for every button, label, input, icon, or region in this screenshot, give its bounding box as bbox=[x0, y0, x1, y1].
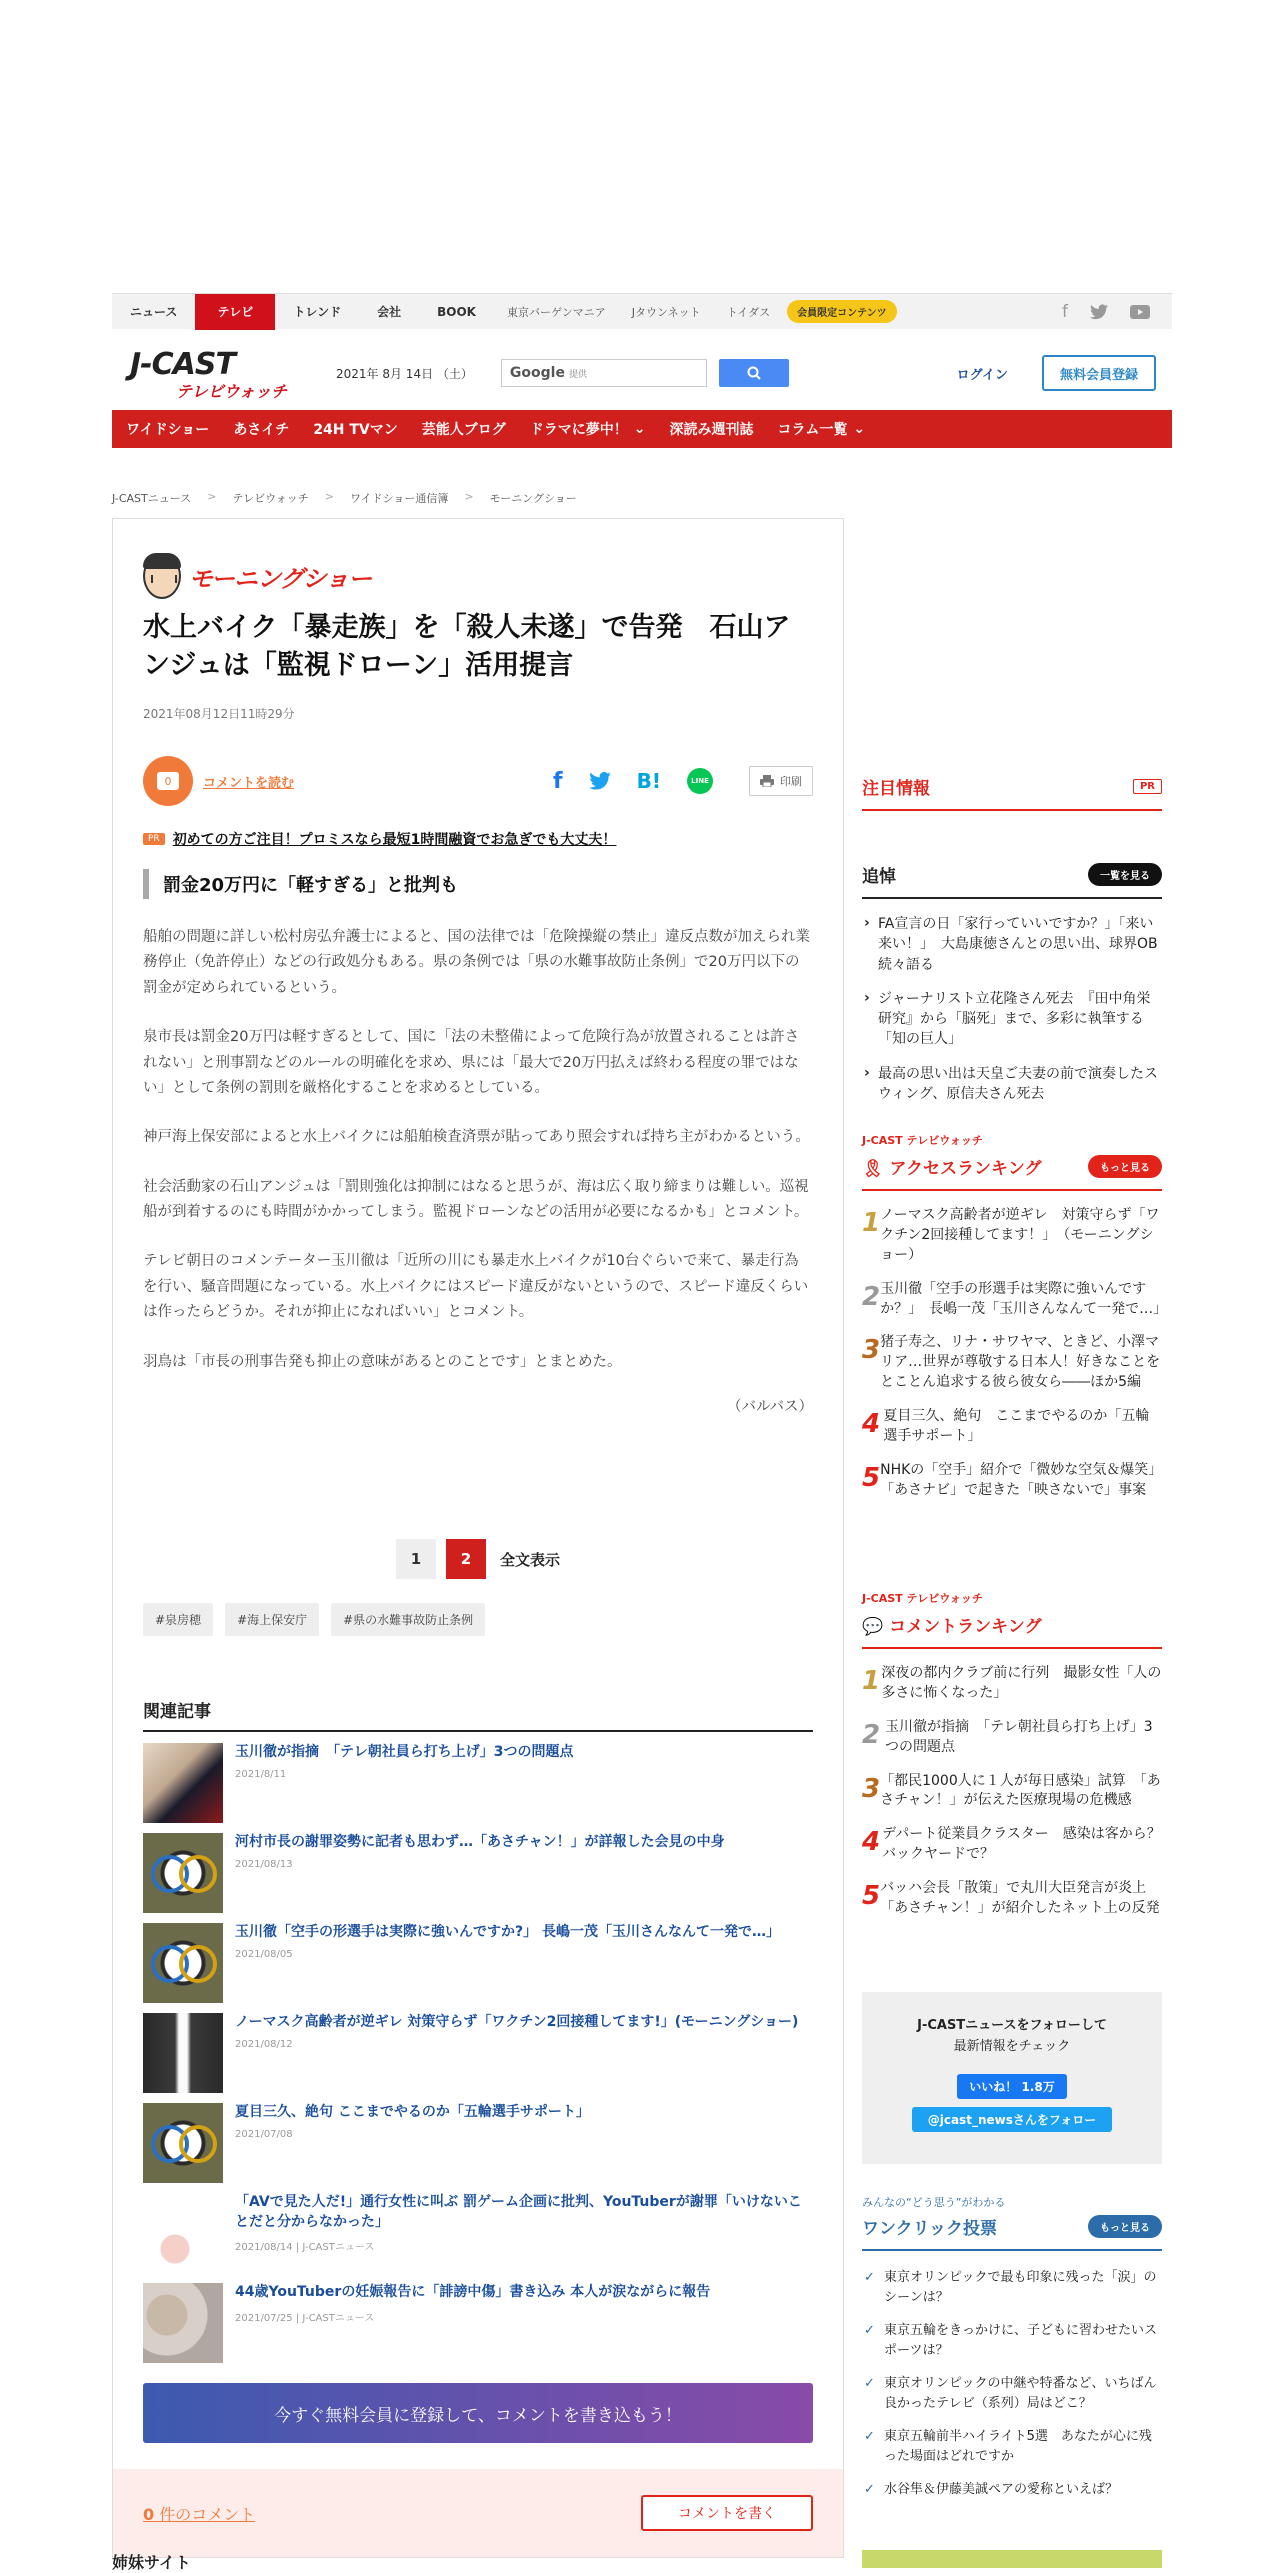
ranking-item[interactable]: 5 NHKの「空手」紹介で「微妙な空気＆爆笑」「あさナビ」で起きた「映さないで」事案 bbox=[862, 1461, 1162, 1501]
vote-heading: ワンクリック投票 bbox=[862, 2219, 997, 2239]
login-link[interactable]: ログイン bbox=[956, 367, 1008, 383]
hatena-bookmark-icon[interactable]: B! bbox=[636, 769, 661, 793]
related-date: 2021/08/12 bbox=[235, 2038, 293, 2050]
follow-line-2: 最新情報をチェック bbox=[953, 2038, 1071, 2054]
related-thumbnail bbox=[143, 1833, 223, 1913]
related-date: 2021/07/25 | J-CASTニュース bbox=[235, 2312, 375, 2324]
nav-book[interactable]: BOOK bbox=[437, 304, 476, 319]
comment-ranking-list bbox=[862, 1664, 1162, 1919]
line-share-icon[interactable]: LINE bbox=[687, 768, 713, 794]
article-date: 2021年08月12日11時29分 bbox=[143, 707, 295, 721]
program-logo[interactable] bbox=[143, 553, 371, 599]
comment-ranking-header bbox=[862, 1612, 1162, 1649]
comment-count: 0 bbox=[157, 772, 179, 790]
vote-item[interactable]: ✓ 東京五輪をきっかけに、子どもに習わせたいスポーツは？ bbox=[862, 2321, 1162, 2360]
read-comments-link[interactable]: コメントを読む bbox=[203, 775, 295, 791]
vote-item[interactable]: ✓ 東京オリンピックで最も印象に残った「涙」のシーンは？ bbox=[862, 2268, 1162, 2307]
access-ranking-header bbox=[862, 1154, 1162, 1191]
related-title: 「AVで見た人だ!」通行女性に叫ぶ 罰ゲーム企画に批判、YouTuberが謝罪「いけないことだと分からなかった」 bbox=[235, 2194, 802, 2230]
related-thumbnail bbox=[143, 2283, 223, 2363]
site-header bbox=[112, 340, 1172, 406]
pagination bbox=[113, 1539, 843, 1579]
twitter-share-icon[interactable] bbox=[589, 772, 611, 790]
cat-drama[interactable] bbox=[518, 419, 658, 439]
article-container bbox=[112, 518, 844, 2558]
obituary-item[interactable]: › ジャーナリスト立花隆さん死去 『田中角栄研究』から「脳死」まで、多彩に執筆する「知の巨人」 bbox=[862, 989, 1162, 1050]
article-paragraph: 羽鳥は「市長の刑事告発も抑止の意味があるとのことです」とまとめた。 bbox=[143, 1353, 622, 1370]
ranking-item[interactable]: 3 猪子寿之、リナ・サワヤマ、ときど、小澤マリア…世界が尊敬する日本人！好きなことをとことん追求する彼ら彼女ら――ほか5編 bbox=[862, 1333, 1162, 1393]
related-item[interactable] bbox=[143, 1923, 813, 2003]
tag-link[interactable]: #泉房穂 bbox=[143, 1603, 213, 1636]
print-label: 印刷 bbox=[780, 775, 802, 788]
breadcrumb-item[interactable]: ワイドショー通信簿 bbox=[349, 492, 449, 505]
vote-item[interactable]: ✓ 東京五輪前半ハイライト5選 あなたが心に残った場面はどれですか bbox=[862, 2427, 1162, 2466]
comment-ranking-kicker: J-CAST テレビウォッチ bbox=[862, 1592, 983, 1605]
ranking-title: バッハ会長「散策」で丸川大臣発言が炎上 「あさチャン！」が紹介したネット上の反発 bbox=[880, 1880, 1161, 1916]
article-body bbox=[143, 925, 813, 1444]
article-title: 水上バイク「暴走族」を「殺人未遂」で告発 石山アンジュは「監視ドローン」活用提言 bbox=[143, 612, 791, 682]
vote-item[interactable]: ✓ 水谷隼＆伊藤美誠ペアの愛称といえば？ bbox=[862, 2480, 1162, 2500]
comment-count-bubble[interactable] bbox=[143, 756, 193, 806]
article-source: （バルバス） bbox=[727, 1398, 813, 1415]
article-paragraph: 泉市長は罰金20万円は軽すぎるとして、国に「法の未整備によって危険行為が放置されることは許されない」と刑事罰などのルールの明確化を求め、県には「最大で20万円払えば終わる程度の罪ではない」として条例の罰則を厳格化することを求めるとしている。 bbox=[143, 1029, 800, 1096]
ranking-title: 玉川徹「空手の形選手は実際に強いんですか？」 長嶋一茂「玉川さんなんて一発で…」 bbox=[880, 1280, 1168, 1317]
related-title: 河村市長の謝罪姿勢に記者も思わず…「あさチャン！」が詳報した会見の中身 bbox=[235, 1834, 725, 1850]
cat-blog[interactable]: 芸能人ブログ bbox=[421, 422, 506, 438]
comment-count-link[interactable] bbox=[143, 2502, 255, 2525]
ranking-title: 深夜の都内クラブ前に行列 撮影女性「人の多さに怖くなった」 bbox=[881, 1665, 1162, 1701]
breadcrumb-item[interactable]: モーニングショー bbox=[489, 492, 577, 505]
access-ranking-list bbox=[862, 1206, 1168, 1501]
article-paragraph: 神戸海上保安部によると水上バイクには船舶検査済票が貼ってあり照会すれば持ち主がわかるという。 bbox=[143, 1129, 810, 1146]
ranking-title: デパート従業員クラスター 感染は客から？バックヤードで？ bbox=[882, 1826, 1161, 1863]
search-brand: Google bbox=[509, 365, 565, 381]
cat-weekly[interactable]: 深読み週刊誌 bbox=[669, 422, 754, 438]
related-item[interactable] bbox=[143, 2193, 813, 2273]
ranking-title: ノーマスク高齢者が逆ギレ 対策守らず「ワクチン2回接種してます！」 （モーニングショー） bbox=[880, 1207, 1160, 1263]
article-tags bbox=[143, 1603, 485, 1636]
breadcrumb-separator: > bbox=[464, 490, 474, 503]
facebook-share-icon[interactable]: f bbox=[553, 768, 563, 794]
ranking-item[interactable]: 2 玉川徹が指摘 「テレ朝社員ら打ち上げ」3つの問題点 bbox=[862, 1718, 1162, 1758]
nav-tv[interactable]: テレビ bbox=[195, 294, 275, 330]
access-ranking-title bbox=[862, 1154, 1042, 1179]
obituary-header bbox=[862, 862, 1162, 899]
obituary-item[interactable]: › 最高の思い出は天皇ご夫妻の前で演奏したスウィング、原信夫さん死去 bbox=[862, 1064, 1162, 1105]
ranking-title: 猪子寿之、リナ・サワヤマ、ときど、小澤マリア…世界が尊敬する日本人！好きなことをとことん追求する彼ら彼女ら――ほか5編 bbox=[880, 1334, 1161, 1391]
breadcrumb-separator: > bbox=[324, 490, 334, 503]
related-item[interactable] bbox=[143, 2013, 813, 2093]
vote-header bbox=[862, 2214, 1162, 2251]
print-button[interactable] bbox=[749, 766, 813, 796]
related-date: 2021/8/11 bbox=[235, 1768, 287, 1780]
comment-bar bbox=[113, 2469, 843, 2557]
obituary-more-button[interactable]: 一覧を見る bbox=[1088, 863, 1162, 886]
related-date: 2021/08/14 | J-CASTニュース bbox=[235, 2242, 375, 2254]
cat-asaichi[interactable]: あさイチ bbox=[233, 422, 290, 438]
search-icon bbox=[747, 366, 761, 380]
search-provider: 提供 bbox=[568, 369, 587, 380]
obituary-item[interactable]: › FA宣言の日「家行っていいですか？」「来い来い！」 大島康徳さんとの思い出、球界OB続々語る bbox=[862, 914, 1162, 975]
printer-icon bbox=[760, 775, 774, 787]
ranking-title: NHKの「空手」紹介で「微妙な空気＆爆笑」「あさナビ」で起きた「映さないで」事案 bbox=[880, 1461, 1156, 1498]
vote-kicker: みんなの“どう思う”がわかる bbox=[862, 2196, 1006, 2209]
ranking-title: 玉川徹が指摘 「テレ朝社員ら打ち上げ」3つの問題点 bbox=[884, 1718, 1153, 1755]
related-thumbnail bbox=[143, 2013, 223, 2093]
sidebar-banner[interactable] bbox=[862, 2550, 1162, 2568]
article-paragraph: 船舶の問題に詳しい松村房弘弁護士によると、国の法律では「危険操縦の禁止」違反点数が加えられ業務停止（免許停止）などの行政処分もある。県の条例では「県の水難事故防止条例」で20万円以下の罰金が定められているという。 bbox=[143, 929, 810, 996]
search-button[interactable] bbox=[719, 359, 789, 387]
register-button[interactable]: 無料会員登録 bbox=[1042, 355, 1156, 391]
article-paragraph: テレビ朝日のコメンテーター玉川徹は「近所の川にも暴走水上バイクが10台ぐらいで来て、暴走行為を行い、騒音問題になっている。水上バイクにはスピード違反がないというので、スピード違反くらいは作ったらどうか。それが抑止になればいい」とコメント。 bbox=[143, 1253, 809, 1321]
share-icons bbox=[553, 768, 713, 794]
logo-main: J-CAST bbox=[130, 347, 235, 382]
ranking-item[interactable]: 5 バッハ会長「散策」で丸川大臣発言が炎上 「あさチャン！」が紹介したネット上の反発 bbox=[862, 1879, 1162, 1919]
ranking-item[interactable]: 3 「都民1000人に１人が毎日感染」試算 「あさチャン！」が伝えた医療現場の危機感 bbox=[862, 1772, 1162, 1812]
comment-ranking-heading: コメントランキング bbox=[889, 1617, 1042, 1637]
related-item[interactable] bbox=[143, 1833, 813, 1913]
page-2-current[interactable]: 2 bbox=[446, 1539, 486, 1579]
cat-columns[interactable] bbox=[766, 419, 878, 439]
notice-heading: 注目情報 bbox=[862, 779, 930, 799]
vote-list bbox=[862, 2268, 1162, 2500]
ranking-item[interactable]: 1 深夜の都内クラブ前に行列 撮影女性「人の多さに怖くなった」 bbox=[862, 1664, 1162, 1704]
cat-wideshow[interactable]: ワイドショー bbox=[126, 422, 210, 438]
page-1-link[interactable]: 1 bbox=[396, 1539, 436, 1579]
logo-sub: テレビウォッチ bbox=[176, 382, 288, 401]
nav-jtown[interactable]: Jタウンネット bbox=[631, 305, 701, 319]
ribbon-icon: 🎗 bbox=[862, 1159, 884, 1179]
ranking-item[interactable]: 4 デパート従業員クラスター 感染は客から？バックヤードで？ bbox=[862, 1825, 1162, 1865]
twitter-icon[interactable] bbox=[1090, 304, 1108, 320]
cat-drama-label: ドラマに夢中！ bbox=[529, 422, 628, 438]
breadcrumb-separator: > bbox=[207, 490, 217, 503]
pr-tag: PR bbox=[143, 833, 165, 845]
related-title: 44歳YouTuberの妊娠報告に「誹謗中傷」書き込み 本人が涙ながらに報告 bbox=[235, 2284, 711, 2300]
jcast-logo[interactable] bbox=[126, 347, 316, 399]
related-date: 2021/07/08 bbox=[235, 2128, 293, 2140]
twitter-follow-button[interactable]: @jcast_newsさんをフォロー bbox=[912, 2107, 1113, 2132]
site-search bbox=[501, 359, 789, 387]
ranking-title: 夏目三久、絶句 ここまでやるのか「五輪選手サポート」 bbox=[883, 1408, 1150, 1444]
member-content-badge[interactable]: 会員限定コンテンツ bbox=[787, 300, 897, 323]
related-item[interactable] bbox=[143, 1743, 813, 1823]
cat-24h[interactable]: 24H TVマン bbox=[313, 422, 398, 438]
follow-text bbox=[917, 2016, 1107, 2058]
breadcrumb-item[interactable]: テレビウォッチ bbox=[232, 492, 309, 505]
speech-bubble-icon: 💬 bbox=[862, 1617, 884, 1637]
article-paragraph: 社会活動家の石山アンジュは「罰則強化は抑制にはなると思うが、海は広く取り締まりは難しい。巡視船が到着するのにも時間がかかってしまう。監視ドローンなどの活用が必要になるかも」とコメント。 bbox=[143, 1178, 809, 1220]
ranking-item[interactable]: 4 夏目三久、絶句 ここまでやるのか「五輪選手サポート」 bbox=[862, 1407, 1162, 1447]
cat-columns-label: コラム一覧 bbox=[777, 422, 848, 438]
ranking-title: 「都民1000人に１人が毎日感染」試算 「あさチャン！」が伝えた医療現場の危機感 bbox=[880, 1772, 1161, 1809]
access-more-button[interactable]: もっと見る bbox=[1088, 1155, 1162, 1178]
youtube-icon[interactable] bbox=[1130, 305, 1150, 319]
related-title: 夏目三久、絶句 ここまでやるのか「五輪選手サポート」 bbox=[235, 2104, 590, 2120]
ranking-item[interactable]: 1 ノーマスク高齢者が逆ギレ 対策守らず「ワクチン2回接種してます！」 （モーニングショー） bbox=[862, 1206, 1162, 1266]
article-subheading: 罰金20万円に「軽すぎる」と批判も bbox=[143, 869, 813, 899]
chevron-down-icon: ⌄ bbox=[633, 421, 646, 437]
current-date: 2021年 8月 14日 （土） bbox=[336, 366, 473, 381]
program-name: モーニングショー bbox=[189, 564, 372, 593]
nav-news[interactable]: ニュース bbox=[130, 305, 178, 319]
top-nav bbox=[112, 293, 1172, 329]
facebook-like-button[interactable]: いいね！ 1.8万 bbox=[957, 2074, 1066, 2099]
pr-text: 初めての方ご注目！プロミスなら最短1時間融資でお急ぎでも大丈夫！ bbox=[172, 832, 617, 848]
notice-header bbox=[862, 774, 1162, 811]
tag-link[interactable]: #海上保安庁 bbox=[225, 1603, 319, 1636]
search-input[interactable] bbox=[501, 359, 707, 387]
related-item[interactable] bbox=[143, 2103, 813, 2183]
related-thumbnail bbox=[143, 2193, 223, 2273]
write-comment-button[interactable]: コメントを書く bbox=[641, 2495, 813, 2531]
related-item[interactable] bbox=[143, 2283, 813, 2363]
nav-toidas[interactable]: トイダス bbox=[726, 305, 771, 319]
pr-link[interactable] bbox=[143, 829, 616, 849]
related-date: 2021/08/05 bbox=[235, 1948, 293, 1960]
related-thumbnail bbox=[143, 1743, 223, 1823]
ranking-item[interactable]: 2 玉川徹「空手の形選手は実際に強いんですか？」 長嶋一茂「玉川さんなんて一発で…」 bbox=[862, 1280, 1162, 1320]
nav-trend[interactable]: トレンド bbox=[293, 305, 342, 319]
chevron-down-icon: ⌄ bbox=[853, 421, 866, 437]
host-caricature-icon bbox=[143, 553, 181, 599]
access-kicker: J-CAST テレビウォッチ bbox=[862, 1134, 983, 1147]
vote-more-button[interactable]: もっと見る bbox=[1088, 2215, 1162, 2238]
full-text-link[interactable]: 全文表示 bbox=[499, 1550, 560, 1569]
breadcrumb bbox=[112, 490, 577, 506]
follow-box bbox=[862, 1992, 1162, 2164]
breadcrumb-item[interactable]: J-CASTニュース bbox=[112, 492, 192, 505]
related-thumbnail bbox=[143, 2103, 223, 2183]
comment-total: 0 bbox=[143, 2504, 155, 2524]
vote-item[interactable]: ✓ 東京オリンピックの中継や特番など、いちばん良かったテレビ（系列）局はどこ？ bbox=[862, 2374, 1162, 2413]
register-cta-button[interactable]: 今すぐ無料会員に登録して、コメントを書き込もう！ bbox=[143, 2383, 813, 2443]
share-bar bbox=[143, 755, 813, 807]
nav-company[interactable]: 会社 bbox=[377, 305, 402, 319]
comment-ranking-title bbox=[862, 1612, 1042, 1637]
follow-line-1: J-CASTニュースをフォローして bbox=[917, 2018, 1107, 2033]
category-nav bbox=[112, 410, 1172, 448]
comment-suffix: 件のコメント bbox=[154, 2504, 256, 2524]
related-heading: 関連記事 bbox=[143, 1697, 813, 1732]
nav-bargain[interactable]: 東京バーゲンマニア bbox=[506, 305, 606, 319]
pr-badge: PR bbox=[1133, 779, 1162, 794]
related-thumbnail bbox=[143, 1923, 223, 2003]
related-title: ノーマスク高齢者が逆ギレ 対策守らず「ワクチン2回接種してます!」(モーニングショー) bbox=[235, 2014, 799, 2030]
related-title: 玉川徹が指摘 「テレ朝社員ら打ち上げ」3つの問題点 bbox=[235, 1744, 574, 1760]
facebook-icon[interactable]: f bbox=[1062, 301, 1068, 322]
access-ranking-heading: アクセスランキング bbox=[889, 1159, 1042, 1179]
related-title: 玉川徹「空手の形選手は実際に強いんですか?」 長嶋一茂「玉川さんなんて一発で…」 bbox=[235, 1924, 780, 1940]
tag-link[interactable]: #県の水難事故防止条例 bbox=[331, 1603, 485, 1636]
obituary-heading: 追悼 bbox=[862, 867, 896, 887]
sister-sites-heading: 姉妹サイト bbox=[112, 2553, 191, 2572]
related-date: 2021/08/13 bbox=[235, 1858, 293, 1870]
obituary-list bbox=[862, 914, 1162, 1104]
social-links bbox=[1062, 302, 1172, 322]
